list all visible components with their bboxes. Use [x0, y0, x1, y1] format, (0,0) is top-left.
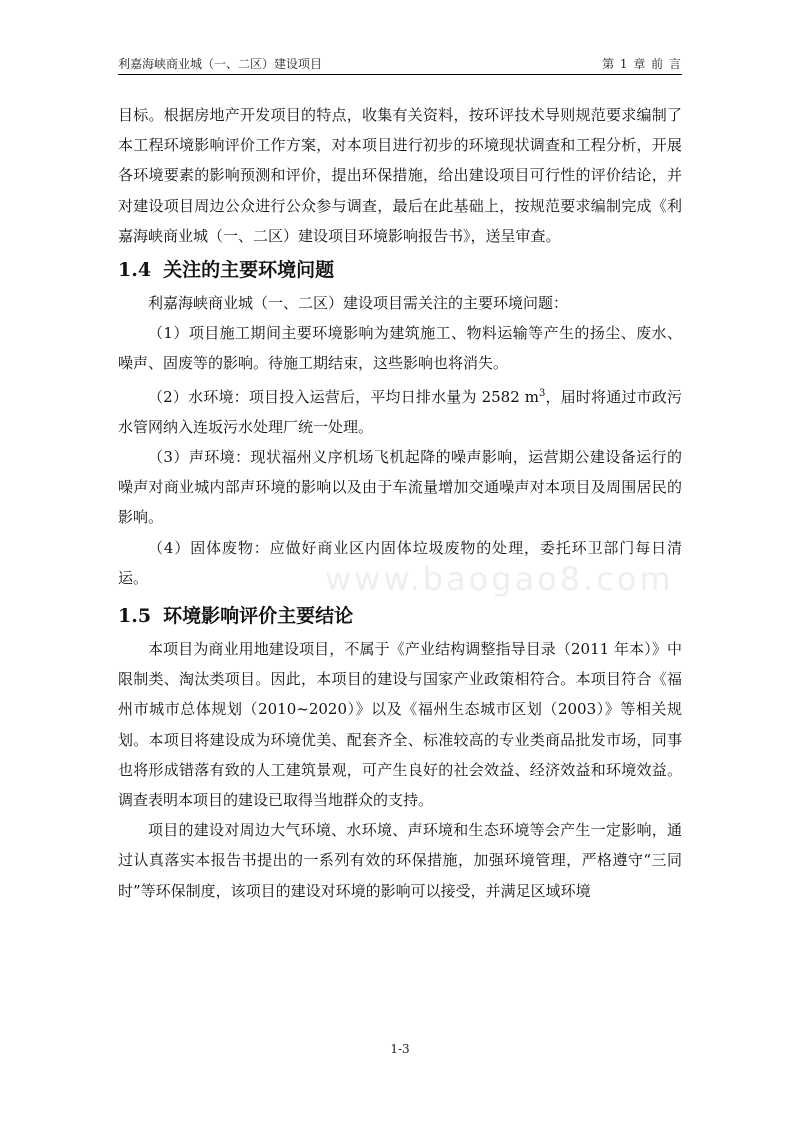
- list-item-2: （2）水环境：项目投入运营后，平均日排水量为 2582 $m^3$，届时将通过市政污水管网纳入连坂污水处理厂统一处理。: [118, 387, 682, 436]
- section-title: 环境影响评价主要结论: [163, 605, 354, 628]
- section-1-4-lead: 利嘉海峡商业城（一、二区）建设项目需关注的主要环境问题：: [148, 294, 569, 313]
- header-project-title: 利嘉海峡商业城（一、二区）建设项目: [118, 57, 323, 71]
- section-title: 关注的主要环境问题: [163, 259, 335, 282]
- section-number: 1.5: [118, 605, 152, 628]
- conclusion-paragraph-1: 本项目为商业用地建设项目，不属于《产业结构调整指导目录（2011 年本）》中限制类、淘汰类项目。因此，本项目的建设与国家产业政策相符合。本项目符合《福州市城市总体规划（2010~2020）》以及《福州生态城市区划（2003）》等相关规划。本项目将建设成为环境优美、配套齐全、标准较高的专业类商品批发市场，同事也将形成错落有致的人工建筑景观，可产生良好的社会效益、经济效益和环境效益。调查表明本项目的建设已取得当地群众的支持。: [118, 640, 682, 810]
- list-item-4: （4）固体废物：应做好商业区内固体垃圾废物的处理，委托环卫部门每日清运。: [118, 538, 682, 587]
- section-1-5-heading: [118, 601, 682, 631]
- section-number: 1.4: [118, 259, 152, 282]
- page-header: [118, 52, 682, 75]
- page-body: [118, 100, 682, 906]
- page-number: 1-3: [390, 1042, 410, 1056]
- conclusion-paragraph-2: 项目的建设对周边大气环境、水环境、声环境和生态环境等会产生一定影响，通过认真落实本报告书提出的一系列有效的环保措施，加强环境管理，严格遵守“三同时”等环保制度，该项目的建设对环境的影响可以接受，并满足区域环境: [118, 821, 682, 900]
- section-1-4-heading: [118, 255, 682, 285]
- intro-paragraph: 目标。根据房地产开发项目的特点，收集有关资料，按环评技术导则规范要求编制了本工程环境影响评价工作方案，对本项目进行初步的环境现状调查和工程分析，开展各环境要素的影响预测和评价，提出环保措施，给出建设项目可行性的评价结论，并对建设项目周边公众进行公众参与调查，最后在此基础上，按规范要求编制完成《利嘉海峡商业城（一、二区）建设项目环境影响报告书》，送呈审查。: [118, 106, 682, 245]
- watermark: www.baogao8.com: [325, 560, 674, 598]
- header-chapter: 第 1 章 前 言: [602, 57, 682, 71]
- list-item-1: （1）项目施工期间主要环境影响为建筑施工、物料运输等产生的扬尘、废水、噪声、固废等的影响。待施工期结束，这些影响也将消失。: [118, 324, 682, 373]
- list-item-3: （3）声环境：现状福州义序机场飞机起降的噪声影响，运营期公建设备运行的噪声对商业城内部声环境的影响以及由于车流量增加交通噪声对本项目及周围居民的影响。: [118, 448, 682, 527]
